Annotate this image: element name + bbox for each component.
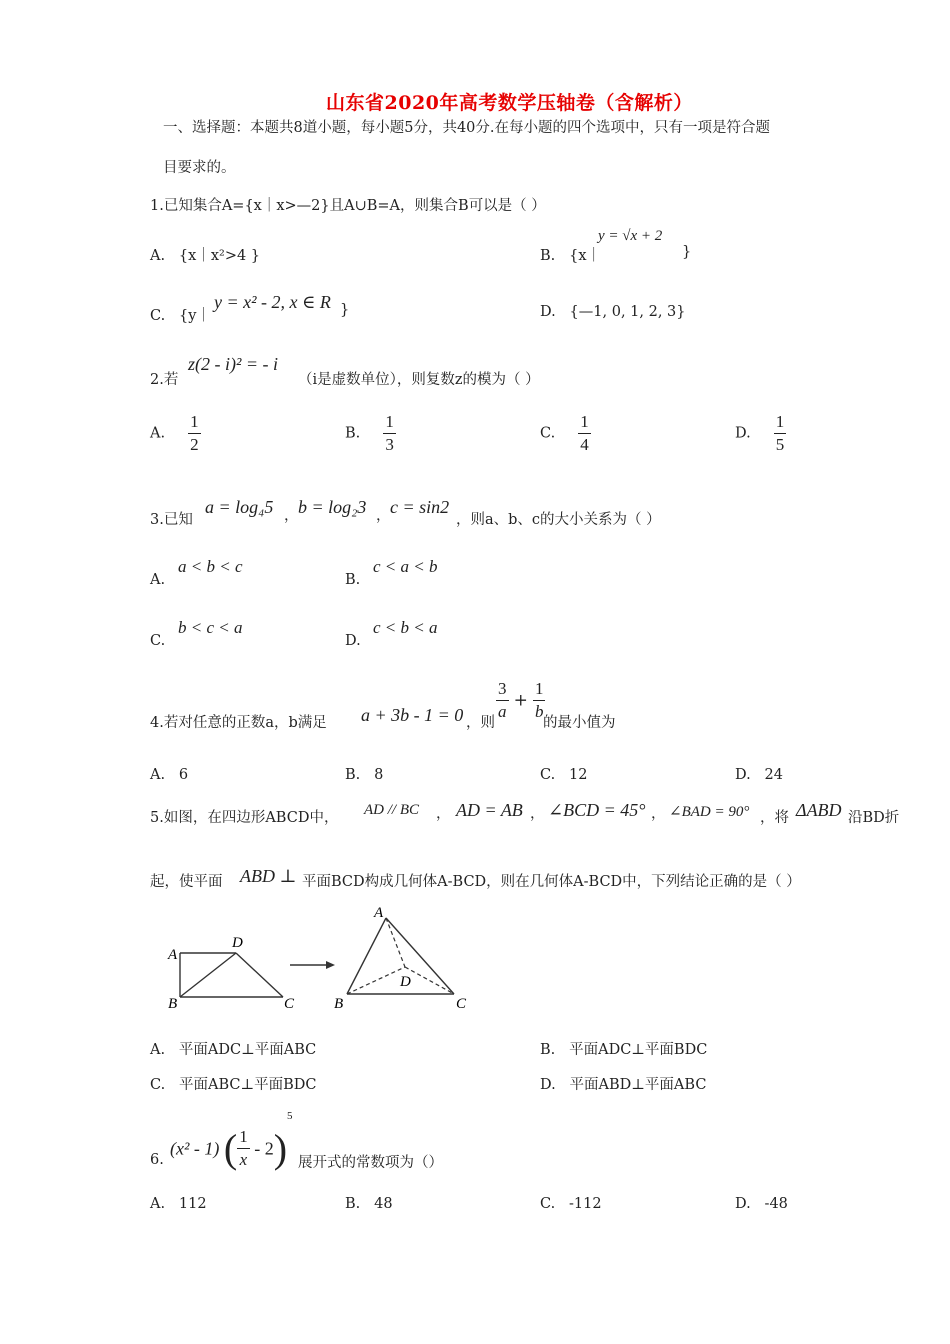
page-title: 山东省2020年高考数学压轴卷（含解析） xyxy=(326,92,693,114)
q5-stem-line2-post: 平面BCD构成几何体A-BCD，则在几何体A-BCD中，下列结论正确的是（ ） xyxy=(302,874,801,890)
q6-stem: 展开式的常数项为（） xyxy=(298,1155,443,1171)
q2-stem: （i是虚数单位），则复数z的模为（ ） xyxy=(298,372,540,388)
option-label: D. xyxy=(540,1077,556,1093)
option-label: C. xyxy=(540,767,556,783)
q5-stem-pre: 5.如图，在四边形ABCD中， xyxy=(150,810,339,826)
option-label: D. xyxy=(735,767,751,783)
q2-option-a[interactable] xyxy=(150,411,201,456)
q6-option-b[interactable] xyxy=(345,1196,393,1212)
q2-option-d[interactable] xyxy=(735,411,786,456)
q6-option-c[interactable] xyxy=(540,1196,602,1212)
q3-option-c-label[interactable]: C. xyxy=(150,633,166,649)
fraction: $\frac{1}{b}$ xyxy=(534,679,544,721)
option-label: A. xyxy=(150,1196,166,1212)
q1-option-b-post: } xyxy=(682,244,692,260)
q5-separator: ， xyxy=(651,806,666,822)
q4-math: a + 3b - 1 = 0 xyxy=(361,705,464,725)
option-text: 24 xyxy=(764,767,783,783)
trapezoid-figure xyxy=(167,935,295,1012)
fraction: $\frac{1}{4}$ xyxy=(580,412,589,454)
q3-math-c: c = sin2 xyxy=(390,497,450,517)
option-label: D. xyxy=(735,425,751,442)
q4-option-b[interactable] xyxy=(345,767,383,783)
q4-stem-mid: ，则 xyxy=(466,715,495,731)
option-text: 平面ABC⊥平面BDC xyxy=(179,1077,317,1093)
q4-option-d[interactable] xyxy=(735,767,783,783)
label-b: B xyxy=(168,996,178,1012)
label-c: C xyxy=(284,996,295,1012)
q5-stem-line2-pre: 起，使平面 xyxy=(150,874,223,890)
q6-option-d[interactable] xyxy=(735,1196,788,1212)
option-text: 8 xyxy=(374,767,384,783)
q1-stem: 1.已知集合A={x｜x>—2}且A∪B=A，则集合B可以是（ ） xyxy=(150,198,546,214)
option-label: A. xyxy=(150,1042,166,1058)
q3-option-b-math: c < a < b xyxy=(373,557,438,576)
q6-math-minus: - 2 xyxy=(254,1138,274,1159)
q5-math-angle-bad: ∠BAD = 90° xyxy=(669,804,750,820)
tetrahedron-figure xyxy=(334,905,467,1012)
q6-math-left: (x² - 1) xyxy=(170,1138,220,1159)
q5-figure xyxy=(160,900,480,1015)
q5-option-c[interactable] xyxy=(150,1073,317,1094)
q1-option-b[interactable] xyxy=(540,244,601,265)
q4-option-c[interactable] xyxy=(540,767,587,783)
option-text: 112 xyxy=(178,1196,207,1212)
q5-stem-fold: ，将 xyxy=(760,810,789,826)
q1-option-c[interactable] xyxy=(150,304,211,325)
option-text: 平面ADC⊥平面BDC xyxy=(569,1042,708,1058)
option-pre: {x｜ xyxy=(569,248,601,264)
q5-stem-tail: 沿BD折 xyxy=(848,810,900,826)
option-label: B. xyxy=(345,1196,361,1212)
label-c: C xyxy=(456,996,467,1012)
q4-option-a[interactable] xyxy=(150,767,188,783)
q3-option-c-math: b < c < a xyxy=(178,618,243,637)
option-label: A. xyxy=(150,425,166,442)
label-d: D xyxy=(400,974,411,990)
q3-option-b-label[interactable]: B. xyxy=(345,572,361,588)
q3-math-a: a = log₄5 xyxy=(205,497,274,517)
q5-math-equal: AD = AB xyxy=(456,800,523,820)
fraction: $\frac{3}{a}$ xyxy=(498,679,507,721)
option-text: 平面ABD⊥平面ABC xyxy=(569,1077,707,1093)
q2-option-b[interactable] xyxy=(345,411,396,456)
q1-option-c-math: y = x² - 2, x ∈ R xyxy=(214,292,331,312)
q3-option-a-math: a < b < c xyxy=(178,557,243,576)
q4-expression xyxy=(496,678,545,723)
option-label: C. xyxy=(540,425,556,442)
fraction: $\frac{1}{x}$ xyxy=(239,1127,248,1170)
label-a: A xyxy=(168,947,178,963)
q5-math-angle-bcd: ∠BCD = 45° xyxy=(548,800,646,820)
option-pre: {y｜ xyxy=(179,308,211,324)
q5-separator: ， xyxy=(530,806,545,822)
option-label: A. xyxy=(150,767,166,783)
option-label: C. xyxy=(540,1196,556,1212)
q4-stem-post: 的最小值为 xyxy=(543,715,616,731)
option-text: 12 xyxy=(569,767,588,783)
q3-option-a-label[interactable]: A. xyxy=(150,572,166,588)
q5-math-perpendicular: ABD ⊥ xyxy=(240,866,297,886)
option-label: C. xyxy=(150,1077,166,1093)
q3-stem: ，则a、b、c的大小关系为（ ） xyxy=(456,512,661,528)
option-label: B. xyxy=(345,767,361,783)
option-label: D. xyxy=(540,304,556,320)
q5-math-triangle: ΔABD xyxy=(796,800,842,820)
option-label: B. xyxy=(345,425,361,442)
option-text: 6 xyxy=(178,767,189,783)
q5-option-a[interactable] xyxy=(150,1038,316,1059)
q5-option-b[interactable] xyxy=(540,1038,707,1059)
q3-separator: ， xyxy=(376,508,391,524)
option-label: A. xyxy=(150,248,166,264)
q3-math-b: b = log₂3 xyxy=(298,497,367,517)
arrow-icon xyxy=(290,961,335,969)
q3-number: 3.已知 xyxy=(150,512,193,528)
option-label: B. xyxy=(540,1042,556,1058)
fraction: $\frac{1}{3}$ xyxy=(385,412,394,454)
q2-option-c[interactable] xyxy=(540,411,591,456)
option-text: 平面ADC⊥平面ABC xyxy=(178,1042,317,1058)
q3-option-d-math: c < b < a xyxy=(373,618,438,637)
q3-option-d-label[interactable]: D. xyxy=(345,633,361,649)
option-label: D. xyxy=(735,1196,751,1212)
label-b: B xyxy=(334,996,344,1012)
q1-option-a[interactable] xyxy=(150,244,260,265)
option-text: {x｜x²>4 } xyxy=(178,248,261,264)
fraction: $\frac{1}{2}$ xyxy=(190,412,199,454)
q4-stem-pre: 4.若对任意的正数a，b满足 xyxy=(150,715,327,731)
option-label: C. xyxy=(150,308,166,324)
option-text: {—1, 0, 1, 2, 3} xyxy=(569,304,686,320)
option-text: 48 xyxy=(374,1196,393,1212)
q6-number: 6. xyxy=(150,1152,164,1168)
plus-sign: + xyxy=(513,690,528,711)
section-instructions-line2: 目要求的。 xyxy=(163,160,236,176)
label-d: D xyxy=(232,935,243,951)
q5-option-d[interactable] xyxy=(540,1073,706,1094)
q3-separator: ， xyxy=(284,508,299,524)
option-text: -48 xyxy=(764,1196,788,1212)
option-label: B. xyxy=(540,248,556,264)
label-a: A xyxy=(374,905,384,921)
q6-exponent: 5 xyxy=(287,1110,293,1122)
q1-option-c-post: } xyxy=(340,302,350,318)
q2-math: z(2 - i)² = - i xyxy=(188,354,279,374)
q6-option-a[interactable] xyxy=(150,1196,207,1212)
q1-option-b-math: y = √x + 2 xyxy=(598,228,663,244)
section-instructions-line1: 一、选择题：本题共8道小题，每小题5分，共40分.在每小题的四个选项中，只有一项是符合题 xyxy=(163,120,771,136)
q2-number: 2.若 xyxy=(150,372,179,388)
q5-separator: ， xyxy=(436,806,451,822)
q6-expression: (x² - 1) ( $\frac{1}{x}$ - 2)$^5$ xyxy=(170,1110,293,1171)
option-text: -112 xyxy=(569,1196,602,1212)
q1-option-d[interactable] xyxy=(540,304,686,320)
q5-math-parallel: AD // BC xyxy=(364,802,419,818)
fraction: $\frac{1}{5}$ xyxy=(775,412,785,454)
